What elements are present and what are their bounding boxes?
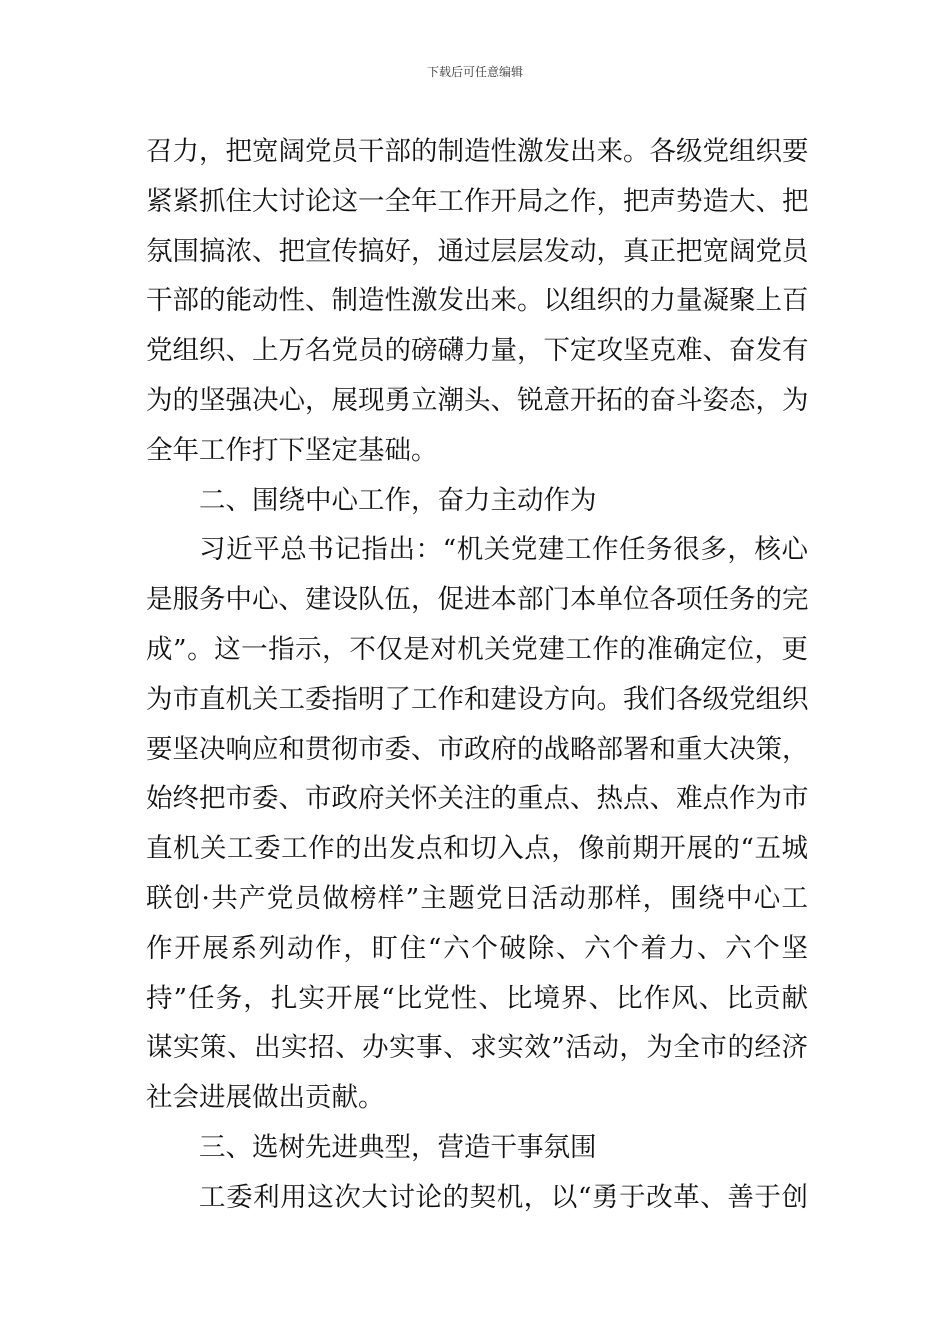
page-header-note: 下载后可任意编辑 — [426, 65, 523, 79]
section-heading: 二、围绕中心工作，奋力主动作为 — [199, 484, 597, 516]
text-line: 直机关工委工作的出发点和切入点，像前期开展的“五城 — [146, 833, 808, 865]
text-line: 习近平总书记指出：“机关党建工作任务很多，核心 — [199, 534, 808, 566]
text-line: 召力，把宽阔党员干部的制造性激发出来。各级党组织要 — [146, 136, 809, 167]
text-line: 作开展系列动作，盯住“六个破除、六个着力、六个坚 — [146, 932, 808, 964]
text-line: 持”任务，扎实开展“比党性、比境界、比作风、比贡献 — [146, 982, 808, 1014]
text-line: 联创·共产党员做榜样”主题党日活动那样，围绕中心工 — [146, 882, 808, 914]
text-line: 为市直机关工委指明了工作和建设方向。我们各级党组织 — [146, 683, 809, 715]
document-body — [146, 127, 808, 1223]
text-line: 干部的能动性、制造性激发出来。以组织的力量凝聚上百 — [146, 285, 809, 317]
text-line: 社会进展做出贡献。 — [146, 1082, 385, 1114]
text-line: 全年工作打下坚定基础。 — [146, 434, 438, 466]
text-line: 始终把市委、市政府关怀关注的重点、热点、难点作为市 — [146, 783, 809, 815]
text-line: 谋实策、出实招、办实事、求实效”活动，为全市的经济 — [146, 1032, 808, 1064]
text-line: 工委利用这次大讨论的契机，以“勇于改革、善于创 — [199, 1181, 808, 1213]
text-line: 成”。这一指示，不仅是对机关党建工作的准确定位，更 — [146, 633, 808, 665]
text-line: 紧紧抓住大讨论这一全年工作开局之作，把声势造大、把 — [146, 185, 809, 217]
section-heading: 三、选树先进典型，营造干事氛围 — [199, 1131, 597, 1163]
text-line: 氛围搞浓、把宣传搞好，通过层层发动，真正把宽阔党员 — [146, 235, 809, 267]
text-line: 党组织、上万名党员的磅礴力量，下定攻坚克难、奋发有 — [146, 335, 809, 367]
text-line: 是服务中心、建设队伍，促进本部门本单位各项任务的完 — [146, 584, 809, 616]
text-line: 要坚决响应和贯彻市委、市政府的战略部署和重大决策， — [146, 733, 809, 765]
text-line: 为的坚强决心，展现勇立潮头、锐意开拓的奋斗姿态，为 — [146, 384, 809, 416]
